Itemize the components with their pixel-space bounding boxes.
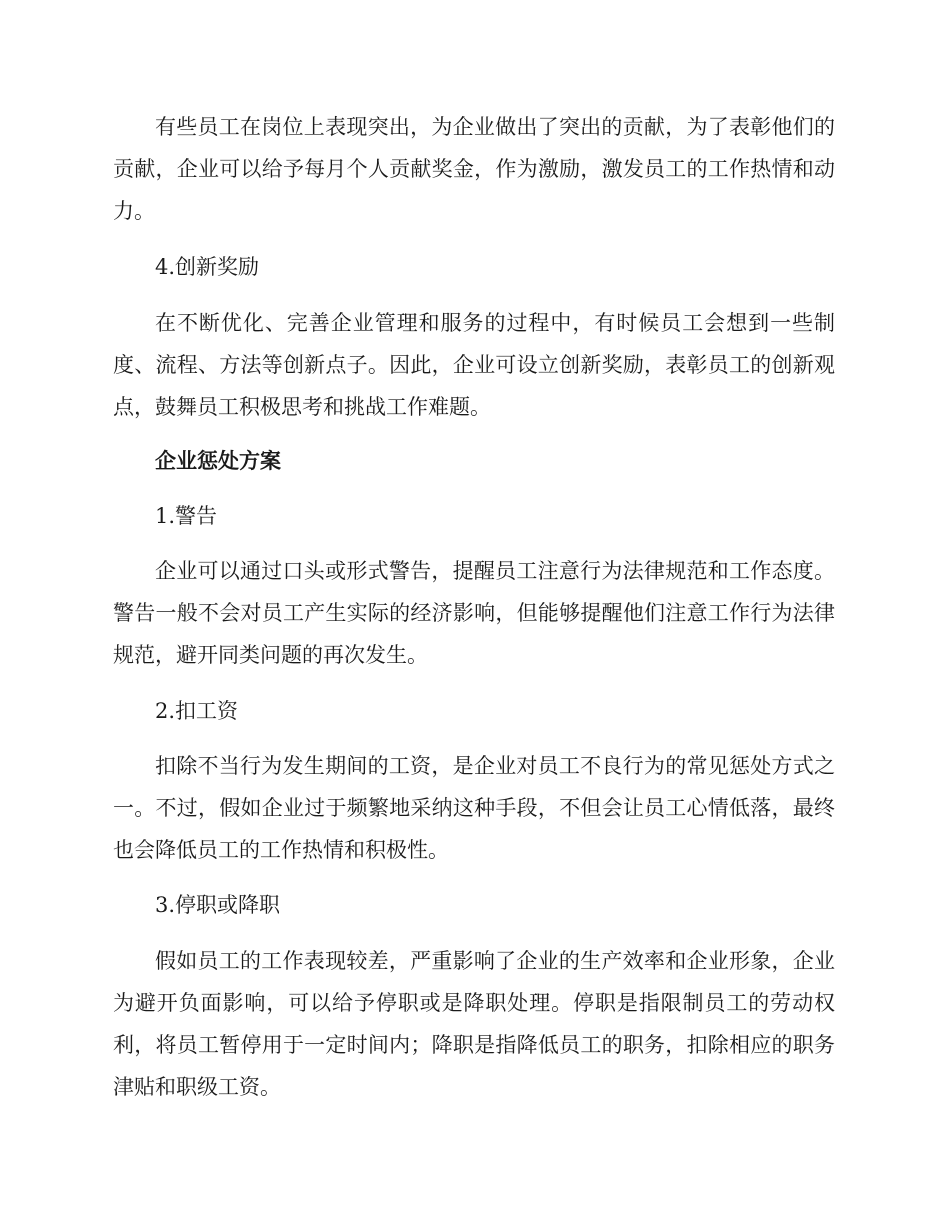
item-innovation-reward: 4.创新奖励 [155,255,260,279]
paragraph-innovation-reward: 在不断优化、完善企业管理和服务的过程中，有时候员工会想到一些制度、流程、方法等创新点子。因此，企业可设立创新奖励，表彰员工的创新观点，鼓舞员工积极思考和挑战工作难题。 [113,311,835,419]
item-suspension-demotion: 3.停职或降职 [155,893,281,917]
item-deduct-salary: 2.扣工资 [155,699,239,723]
section-heading-penalty: 企业惩处方案 [155,448,281,473]
paragraph-warning: 企业可以通过口头或形式警告，提醒员工注意行为法律规范和工作态度。警告一般不会对员工产生实际的经济影响，但能够提醒他们注意工作行为法律规范，避开同类问题的再次发生。 [113,559,835,667]
paragraph-contribution-bonus: 有些员工在岗位上表现突出，为企业做出了突出的贡献，为了表彰他们的贡献，企业可以给予每月个人贡献奖金，作为激励，激发员工的工作热情和动力。 [113,115,835,223]
paragraph-suspension-demotion: 假如员工的工作表现较差，严重影响了企业的生产效率和企业形象，企业为避开负面影响，可以给予停职或是降职处理。停职是指限制员工的劳动权利，将员工暂停用于一定时间内；降职是指降低员工的职务，扣除相应的职务津贴和职级工资。 [113,949,835,1099]
paragraph-deduct-salary: 扣除不当行为发生期间的工资，是企业对员工不良行为的常见惩处方式之一。不过，假如企业过于频繁地采纳这种手段，不但会让员工心情低落，最终也会降低员工的工作热情和积极性。 [113,754,835,862]
item-warning: 1.警告 [155,504,218,528]
